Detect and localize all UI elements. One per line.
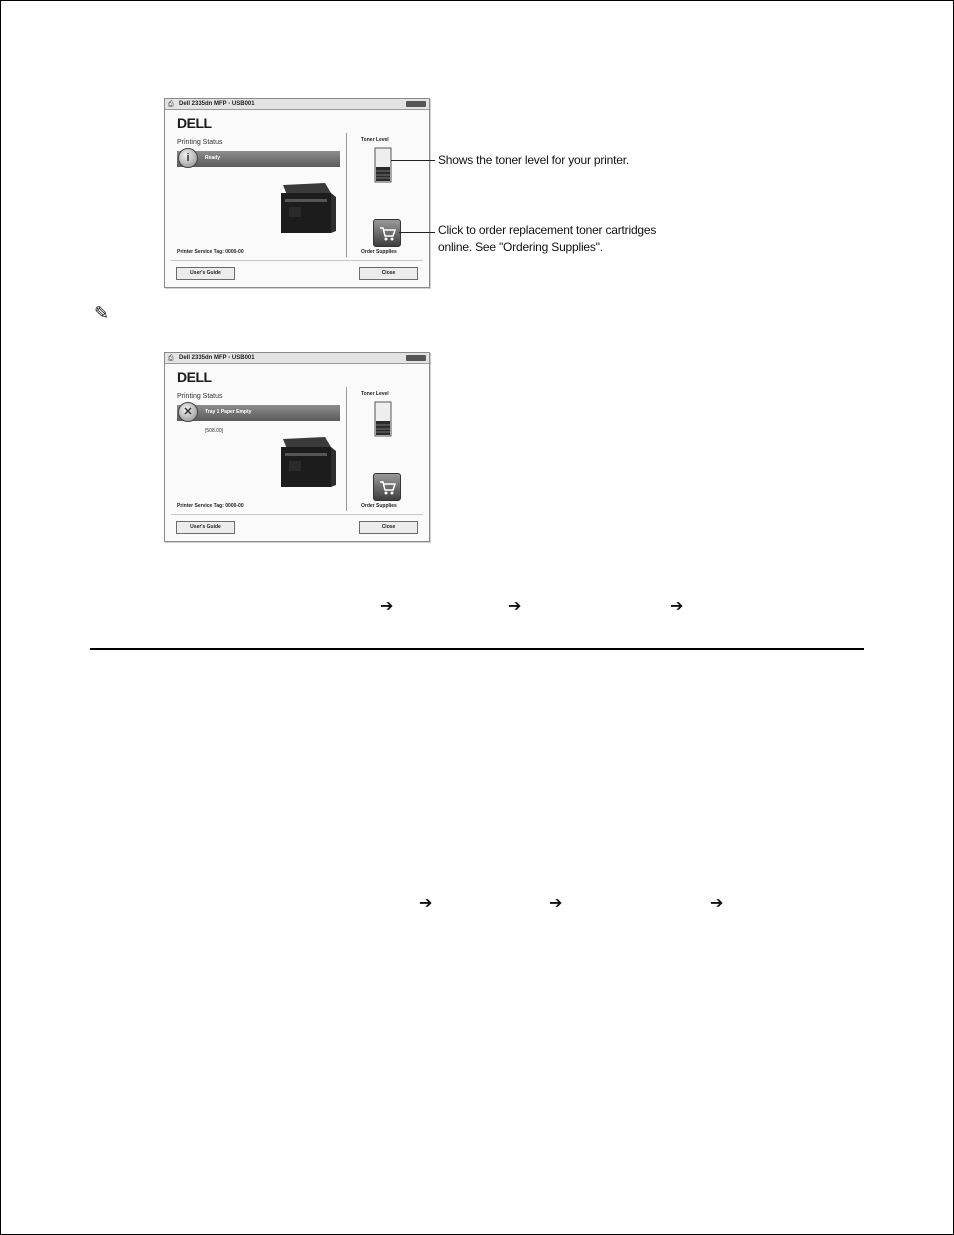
status-monitor-window-error [164,352,430,542]
order-supplies-label: Order Supplies [361,249,397,255]
section-divider [90,648,864,650]
close-button[interactable]: Close [359,521,418,534]
horizontal-divider [171,260,423,261]
status-bar [177,151,340,167]
vertical-divider [346,387,347,511]
status-detail: [508.00] [205,428,224,434]
printer-image [273,179,337,237]
printing-status-heading: Printing Status [177,393,223,400]
window-controls[interactable] [406,101,426,107]
status-bar [177,405,340,421]
status-message: Tray 1 Paper Empty [205,409,252,415]
service-tag: Printer Service Tag: 0000-00 [177,249,244,255]
printing-status-heading: Printing Status [177,139,223,146]
dell-logo: DELL [177,369,212,385]
menu-path-arrow-icon: ➔ [380,596,394,615]
printer-icon: ⎙ [168,101,174,108]
window-controls[interactable] [406,355,426,361]
menu-path-arrow-icon: ➔ [419,893,433,912]
printer-icon: ⎙ [168,355,174,362]
menu-path-arrow-icon: ➔ [670,596,684,615]
info-icon: i [178,148,198,168]
menu-path-arrow-icon: ➔ [549,893,563,912]
toner-level-heading: Toner Level [361,391,389,397]
title-bar[interactable] [165,353,429,364]
toner-callout-line [391,160,435,161]
order-supplies-cart-icon[interactable] [373,473,401,501]
window-title: Dell 2335dn MFP - USB001 [179,355,255,361]
users-guide-button[interactable]: User's Guide [176,521,235,534]
title-bar[interactable] [165,99,429,110]
order-supplies-cart-icon[interactable] [373,219,401,247]
toner-level-heading: Toner Level [361,137,389,143]
menu-path-arrow-icon: ➔ [508,596,522,615]
toner-level-icon [374,147,392,183]
window-title: Dell 2335dn MFP - USB001 [179,101,255,107]
status-monitor-window-ready [164,98,430,288]
close-button[interactable]: Close [359,267,418,280]
users-guide-button[interactable]: User's Guide [176,267,235,280]
order-callout-line2: online. See "Ordering Supplies". [438,240,603,254]
horizontal-divider [171,514,423,515]
error-icon: ✕ [178,402,198,422]
order-supplies-label: Order Supplies [361,503,397,509]
order-callout-line1: Click to order replacement toner cartridges [438,223,657,237]
menu-path-arrow-icon: ➔ [710,893,724,912]
note-icon: ✎ [94,303,110,323]
order-callout-line [399,232,435,233]
status-message: Ready [205,155,221,161]
printer-image [273,433,337,491]
toner-level-icon [374,401,392,437]
vertical-divider [346,133,347,257]
service-tag: Printer Service Tag: 0000-00 [177,503,244,509]
dell-logo: DELL [177,115,212,131]
toner-callout: Shows the toner level for your printer. [438,153,629,167]
